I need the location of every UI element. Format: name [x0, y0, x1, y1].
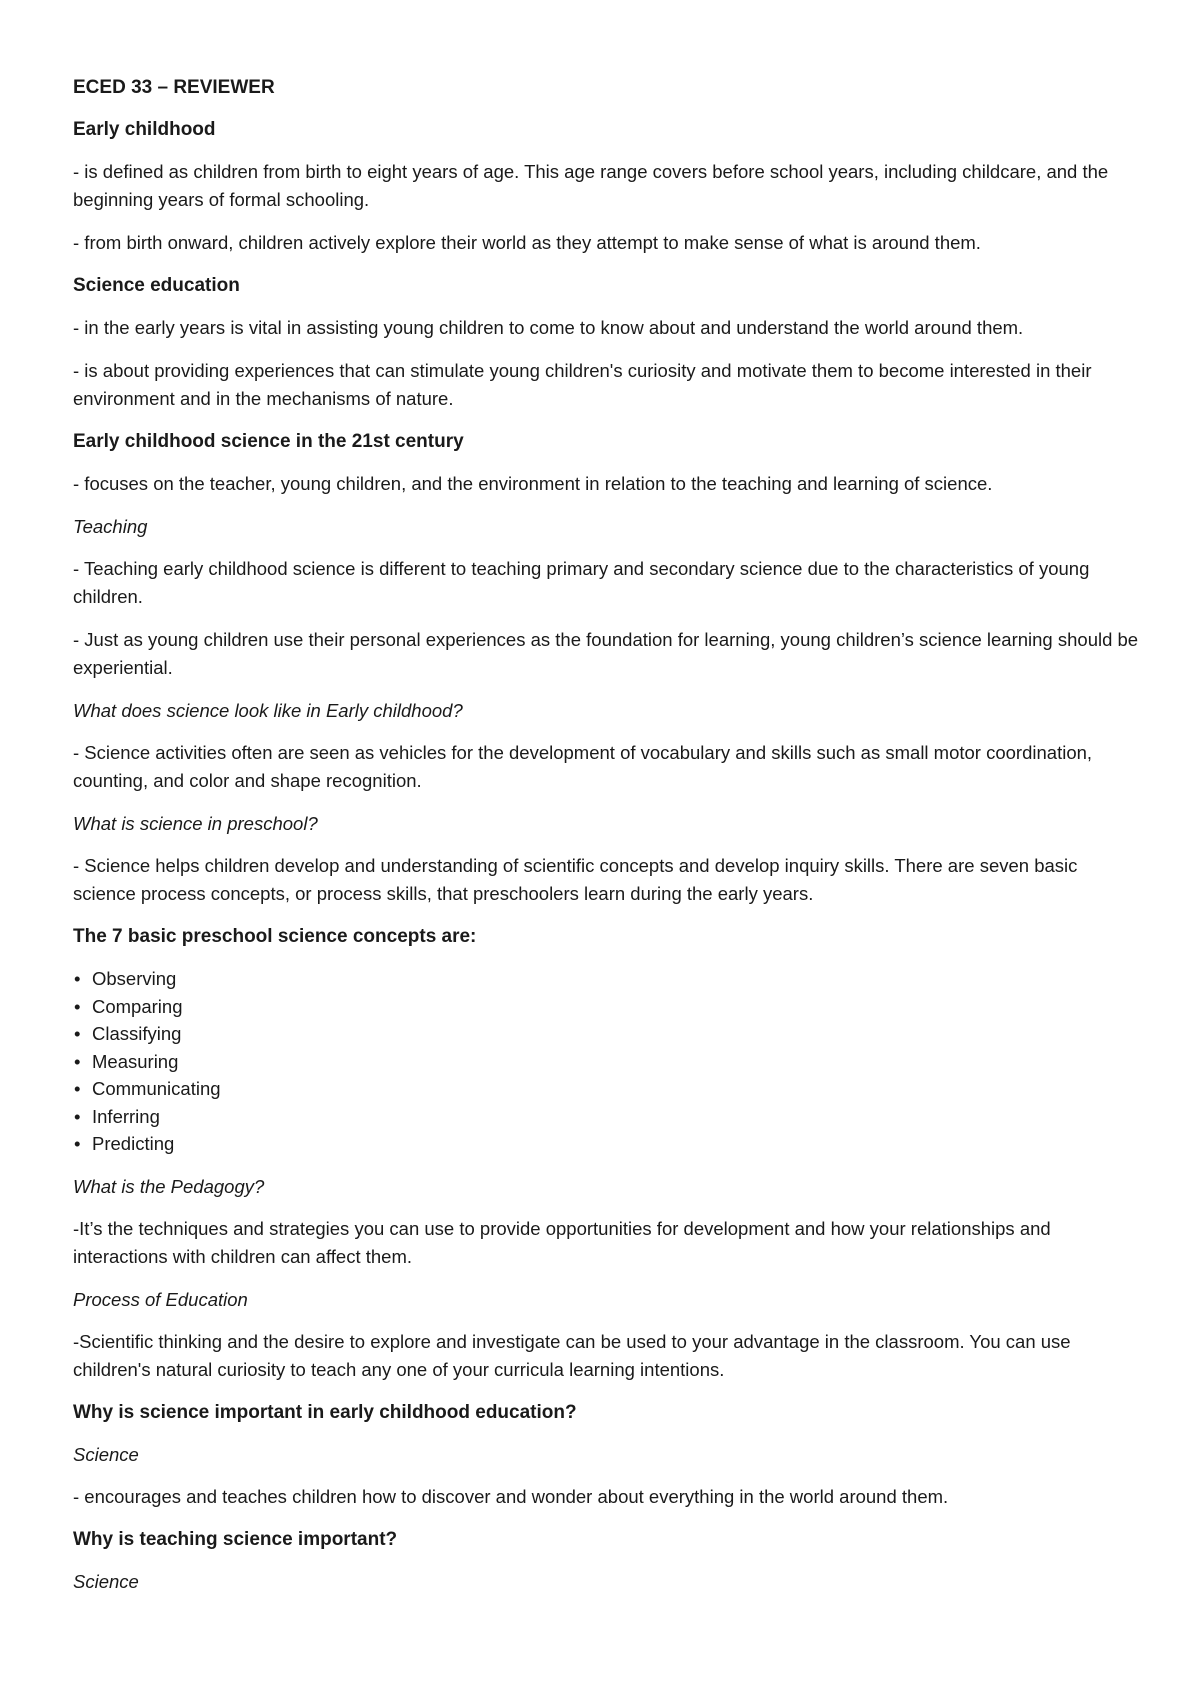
subheading-science-2: Science	[73, 1570, 139, 1592]
document-page	[73, 74, 1143, 1610]
heading-science-education: Science education	[73, 275, 240, 296]
list-item: • Communicating	[73, 1075, 1143, 1103]
list-item: • Inferring	[73, 1103, 1143, 1131]
bullet-icon: •	[74, 1133, 81, 1154]
paragraph-pedagogy-definition: -It’s the techniques and strategies you can use to provide opportunities for development and how your relationships and interactions with children can affect them.	[73, 1217, 1051, 1267]
paragraph-scientific-thinking: -Scientific thinking and the desire to explore and investigate can be used to your advantage in the classroom. You can use children's natural curiosity to teach any one of your curricula learning intentions.	[73, 1330, 1071, 1380]
paragraph-21st-century-focus: - focuses on the teacher, young children, and the environment in relation to the teaching and learning of science.	[73, 473, 993, 494]
list-item: • Predicting	[73, 1130, 1143, 1158]
bullet-icon: •	[74, 968, 81, 989]
paragraph-early-childhood-exploration: - from birth onward, children actively explore their world as they attempt to make sense of what is around them.	[73, 232, 981, 253]
heading-why-science-important: Why is science important in early childhood education?	[73, 1401, 577, 1423]
subheading-science-1: Science	[73, 1443, 139, 1465]
bullet-icon: •	[74, 1105, 81, 1127]
bullet-icon: •	[74, 1078, 81, 1099]
bullet-icon: •	[74, 1050, 81, 1072]
bullet-icon: •	[74, 1023, 81, 1044]
subheading-teaching: Teaching	[73, 516, 148, 537]
list-item: • Observing	[73, 965, 1143, 993]
list-item: • Classifying	[73, 1020, 1143, 1048]
paragraph-science-education-experiences: - is about providing experiences that can stimulate young children's curiosity and motivate them to become interested in their environment and in the mechanisms of nature.	[73, 360, 1092, 409]
paragraph-science-education-vital: - in the early years is vital in assisting young children to come to know about and understand the world around them.	[73, 317, 1024, 338]
paragraph-science-encourages: - encourages and teaches children how to discover and wonder about everything in the world around them.	[73, 1485, 949, 1507]
heading-seven-concepts: The 7 basic preschool science concepts are:	[73, 926, 477, 947]
paragraph-science-activities: - Science activities often are seen as vehicles for the development of vocabulary and skills such as small motor coordination, counting, and color and shape recognition.	[73, 742, 1093, 791]
paragraph-early-childhood-definition: - is defined as children from birth to eight years of age. This age range covers before school years, including childcare, and the beginning years of formal schooling.	[73, 161, 1109, 210]
heading-early-childhood: Early childhood	[73, 119, 216, 140]
document-title: ECED 33 – REVIEWER	[73, 77, 275, 98]
list-item: • Measuring	[73, 1048, 1143, 1076]
paragraph-teaching-experiential: - Just as young children use their personal experiences as the foundation for learning, young children’s science learning should be experiential.	[73, 629, 1139, 678]
subheading-process-of-education: Process of Education	[73, 1288, 248, 1310]
paragraph-teaching-different: - Teaching early childhood science is different to teaching primary and secondary science due to the characteristics of young children.	[73, 558, 1090, 607]
subheading-science-in-preschool: What is science in preschool?	[73, 813, 318, 834]
concepts-list	[73, 965, 1143, 1158]
subheading-science-look-like: What does science look like in Early childhood?	[73, 700, 463, 721]
heading-why-teaching-science-important: Why is teaching science important?	[73, 1528, 398, 1550]
heading-21st-century-science: Early childhood science in the 21st century	[73, 431, 464, 452]
paragraph-science-helps-children: - Science helps children develop and understanding of scientific concepts and develop inquiry skills. There are seven basic science process concepts, or process skills, that preschoolers learn during the early years.	[73, 855, 1078, 904]
subheading-pedagogy: What is the Pedagogy?	[73, 1175, 265, 1197]
list-item: • Comparing	[73, 993, 1143, 1021]
bullet-icon: •	[74, 995, 81, 1017]
